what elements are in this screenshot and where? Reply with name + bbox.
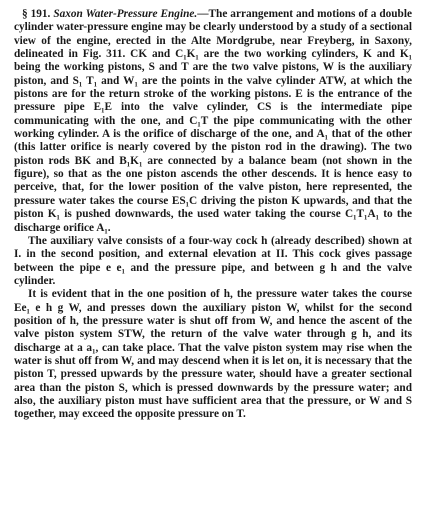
section-paragraph — [14, 8, 412, 235]
section-number: § 191. — [22, 8, 51, 20]
body-paragraph-auxiliary-valve: The auxiliary valve consists of a four-way cock h (already described) shown at I. in the second position, and external elevation at II. This cock gives passage between the pipe e e₁ and the pressure pipe, and between g h and the valve cylinder. — [14, 234, 412, 287]
section-heading: Saxon Water-Pressure Engine. — [53, 8, 198, 20]
section-lead-text: —The arrangement and motions of a double cylinder water-pressure engine may be clearly understood by a study of a sectional view of the engine, erected in the Alte Mordgrube, near Freyberg, in Saxony, delineated in Fig. 311. CK and C₁K₁ are the two working cylinders, K and K₁ being the working pistons, S and T are the two valve pistons, W is the auxiliary piston, and S₁ T₁ and W₁ are the points in the valve cylinder ATW, at which the pistons are for the return stroke of the working pistons. E is the entrance of the pressure pipe E₁E into the valve cylinder, CS is the intermediate pipe communicating with the one, and C₁T the pipe communicating with the other working cylinder. A is the orifice of discharge of the one, and A₁ that of the other (this latter orifice is nearly covered by the piston rod in the drawing). The two piston rods BK and B₁K₁ are connected by a balance beam (not shown in the figure), so that as the one piston ascends the other descends. It is hence easy to perceive, that, for the lower position of the valve piston, here represented, the pressure water takes the course ES₁C driving the piston K upwards, and that the piston K₁ is pushed downwards, the used water taking the course C₁T₁A₁ to the discharge orifice A₁. — [14, 8, 412, 234]
body-paragraph-pressure-course: It is evident that in the one position of h, the pressure water takes the course Ee₁ e h g W, and presses down the auxiliary piston W, whilst for the second position of h, the pressure water is shut off from W, and hence the ascent of the valve piston system STW, the return of the valve water through g h, and its discharge at a a₁, can take place. That the valve piston system may rise when the water is shut off from W, and may descend when it is let on, it is necessary that the piston T, pressed upwards by the pressure water, should have a greater sectional area than the piston S, which is pressed downwards by the pressure water; and also, the auxiliary piston must have sufficient area that the pressure, or W and S together, may exceed the opposite pressure on T. — [14, 288, 412, 421]
document-page — [14, 8, 412, 422]
